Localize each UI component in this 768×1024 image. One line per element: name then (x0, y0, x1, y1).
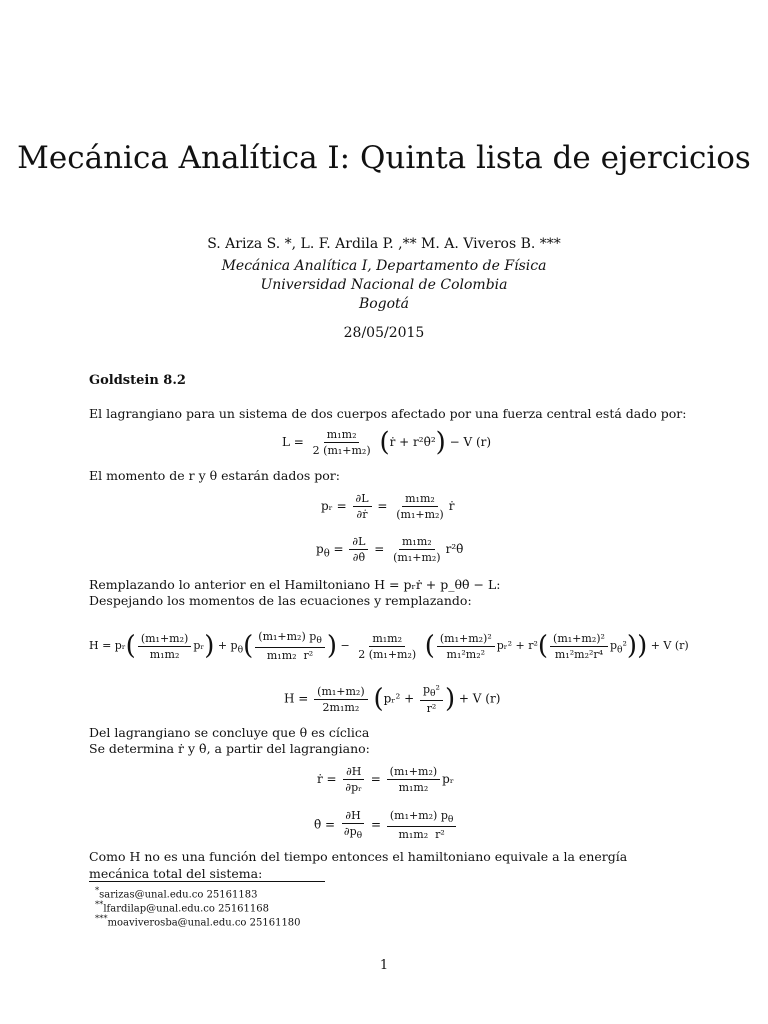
footnote: *sarizas@unal.edu.co 25161183 (95, 885, 258, 901)
author-list: S. Ariza S. *, L. F. Ardila P. ,** M. A. Viveros B. *** (207, 236, 561, 252)
footnote-divider (89, 881, 325, 882)
paragraph: Como H no es una función del tiempo entonces el hamiltoniano equivale a la energía mecánica total del sistema: (89, 849, 628, 881)
page-number: 1 (379, 958, 389, 973)
paragraph: Se determina ṙ y θ̇, a partir del lagrangiano: (89, 741, 370, 756)
affiliation-line-3: Bogotá (358, 296, 410, 312)
paragraph: El lagrangiano para un sistema de dos cuerpos afectado por una fuerza central está dado por: (89, 406, 687, 421)
equation-hamiltonian-simplified: H = $\frac{\text{(m₁+m₂)}}{\text{2m₁m₂}}$ (pᵣ² + $\frac{p_\theta^2}{\text{r²}}$ ) + V (r) (284, 683, 501, 716)
affiliation-line-2: Universidad Nacional de Colombia (260, 277, 508, 293)
section-heading: Goldstein 8.2 (89, 373, 186, 388)
equation-theta-dot: θ̇ = $\frac{\partial H}{\partial p_\theta}$ = $\frac{(m_1+m_2) p_\theta}{\text{m₁m₂ r²}}$ (314, 809, 458, 841)
affiliation-line-1: Mecánica Analítica I, Departamento de Física (221, 258, 547, 274)
equation-lagrangian: L = $\frac{\text{m₁m₂}}{\text{2 (m₁+m₂)}}$ (ṙ + r²θ̇²) − V (r) (282, 427, 492, 458)
equation-hamiltonian-long: H = pᵣ( $\frac{\text{(m₁+m₂)}}{\text{m₁m₂}}$ pᵣ) + $p_\theta$( $\frac{(m_1+m_2) p_\theta}{\text{m₁m₂ r²}}$ ) − $\frac{\text{m₁m₂}}{\text{2 (m₁+m₂)}}$ ( $\frac{\text{(m₁+m₂)²}}{\text{m₁²m₂²}}$ pᵣ² + r²( $\frac{\text{(m₁+m₂)²}}{\text{m₁²m₂²r⁴}}$ $p_\theta^2)) + V$ (r) (89, 630, 689, 663)
footnote: ***moaviverosba@unal.edu.co 25161180 (95, 913, 301, 929)
paragraph: Despejando los momentos de las ecuaciones y remplazando: (89, 593, 472, 608)
paragraph: Del lagrangiano se concluye que θ es cíclica (89, 725, 370, 740)
page-title: Mecánica Analítica I: Quinta lista de ejercicios (17, 140, 751, 176)
equation-momentum-theta: $p_\theta$ = $\frac{\partial L}{\partial\thetȧ}$ = $\frac{\text{m₁m₂}}{\text{(m₁+m₂)}}$ r²θ̇ (316, 535, 464, 564)
document-date: 28/05/2015 (343, 325, 425, 341)
paragraph: El momento de r y θ estarán dados por: (89, 468, 340, 483)
equation-momentum-r: pᵣ = $\frac{\partial L}{\text{∂ṙ}}$ = $\frac{\text{m₁m₂}}{\text{(m₁+m₂)}}$ ṙ (321, 492, 455, 521)
footnote: **lfardilap@unal.edu.co 25161168 (95, 899, 269, 915)
paragraph: Remplazando lo anterior en el Hamiltoniano H = pᵣṙ + p_θθ̇ − L: (89, 577, 501, 592)
equation-r-dot: ṙ = $\frac{\partial H}{\text{∂pᵣ}}$ = $\frac{\text{(m₁+m₂)}}{\text{m₁m₂}}$ pᵣ (317, 765, 455, 794)
